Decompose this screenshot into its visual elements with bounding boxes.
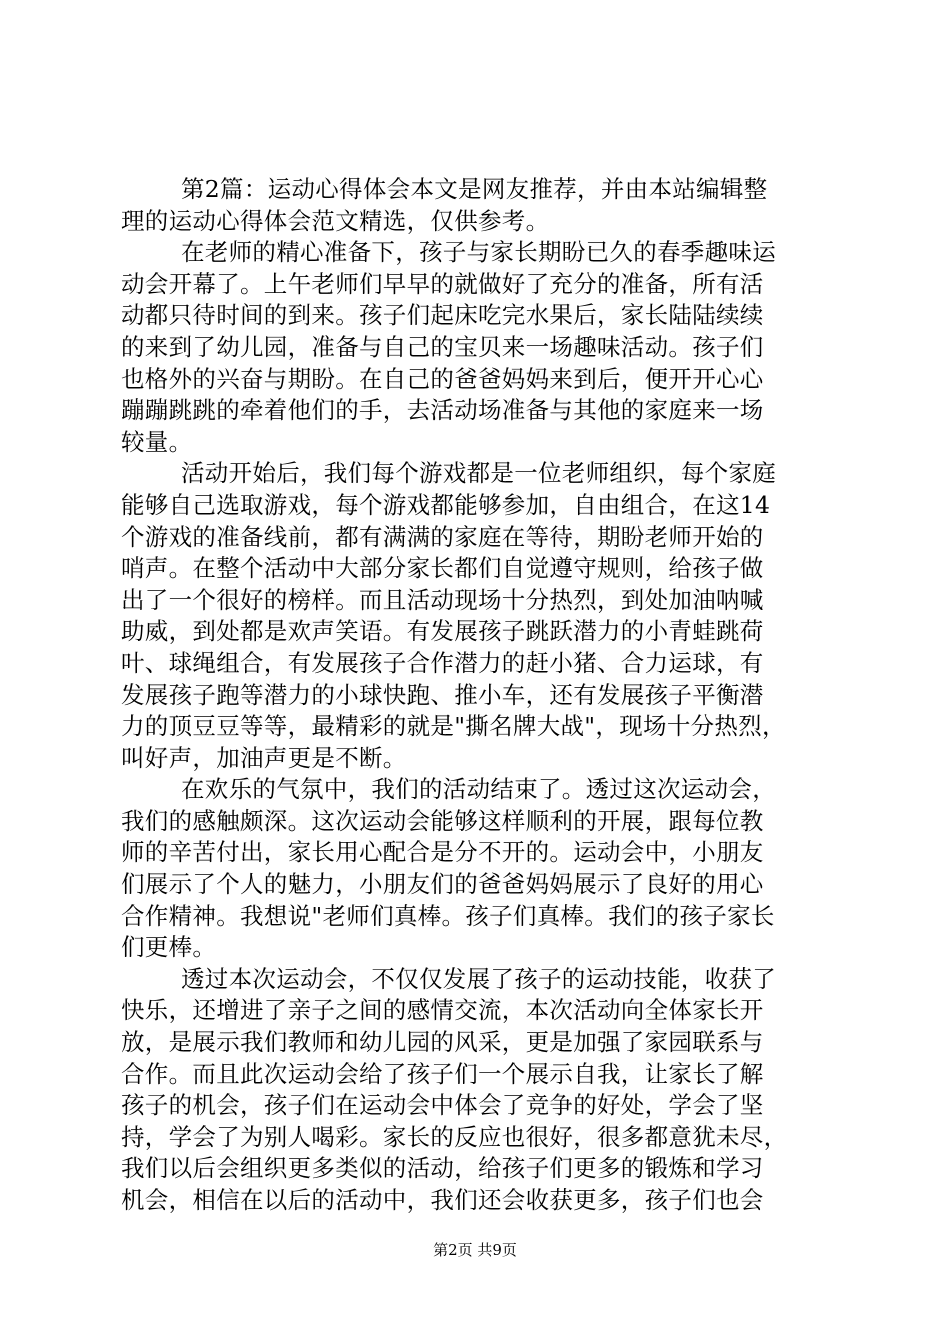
document-body bbox=[121, 174, 839, 1217]
text-line: 较量。 bbox=[121, 427, 193, 456]
text-line: 持，学会了为别人喝彩。家长的反应也很好，很多都意犹未尽， bbox=[121, 1122, 788, 1151]
text-line: 师的辛苦付出，家长用心配合是分不开的。运动会中，小朋友 bbox=[121, 838, 764, 867]
text-line: 第2篇：运动心得体会本文是网友推荐，并由本站编辑整 bbox=[181, 175, 768, 203]
text-line: 动会开幕了。上午老师们早早的就做好了充分的准备，所有活 bbox=[121, 269, 764, 298]
text-line: 在欢乐的气氛中，我们的活动结束了。透过这次运动会， bbox=[181, 775, 776, 804]
text-line: 我们的感触颇深。这次运动会能够这样顺利的开展，跟每位教 bbox=[121, 806, 764, 835]
text-line: 助威，到处都是欢声笑语。有发展孩子跳跃潜力的小青蛙跳荷 bbox=[121, 617, 764, 646]
text-line: 透过本次运动会，不仅仅发展了孩子的运动技能，收获了 bbox=[181, 964, 776, 993]
text-line: 放，是展示我们教师和幼儿园的风采，更是加强了家园联系与 bbox=[121, 1028, 764, 1057]
page-number-footer: 第2页 共9页 bbox=[433, 1241, 517, 1259]
text-line: 出了一个很好的榜样。而且活动现场十分热烈，到处加油呐喊 bbox=[121, 585, 764, 614]
text-line: 合作精神。我想说"老师们真棒。孩子们真棒。我们的孩子家长 bbox=[121, 901, 775, 930]
text-line: 也格外的兴奋与期盼。在自己的爸爸妈妈来到后，便开开心心 bbox=[121, 364, 764, 393]
text-line: 们更棒。 bbox=[121, 933, 217, 962]
text-line: 动都只待时间的到来。孩子们起床吃完水果后，家长陆陆续续 bbox=[121, 301, 764, 330]
text-line: 活动开始后，我们每个游戏都是一位老师组织，每个家庭 bbox=[181, 459, 776, 488]
text-line: 能够自己选取游戏，每个游戏都能够参加，自由组合，在这14 bbox=[121, 490, 771, 519]
text-line: 个游戏的准备线前，都有满满的家庭在等待，期盼老师开始的 bbox=[121, 522, 764, 551]
text-line: 哨声。在整个活动中大部分家长都们自觉遵守规则，给孩子做 bbox=[121, 554, 764, 583]
text-line: 力的顶豆豆等等，最精彩的就是"撕名牌大战"，现场十分热烈， bbox=[121, 712, 786, 741]
text-line: 在老师的精心准备下，孩子与家长期盼已久的春季趣味运 bbox=[181, 238, 776, 267]
text-line: 的来到了幼儿园，准备与自己的宝贝来一场趣味活动。孩子们 bbox=[121, 332, 764, 361]
text-line: 叫好声，加油声更是不断。 bbox=[121, 743, 407, 772]
text-line: 发展孩子跑等潜力的小球快跑、推小车，还有发展孩子平衡潜 bbox=[121, 680, 764, 709]
text-line: 们展示了个人的魅力，小朋友们的爸爸妈妈展示了良好的用心 bbox=[121, 870, 764, 899]
text-line: 机会，相信在以后的活动中，我们还会收获更多，孩子们也会 bbox=[121, 1186, 764, 1214]
text-line: 我们以后会组织更多类似的活动，给孩子们更多的锻炼和学习 bbox=[121, 1154, 764, 1183]
text-line: 蹦蹦跳跳的牵着他们的手，去活动场准备与其他的家庭来一场 bbox=[121, 396, 764, 425]
text-line: 叶、球绳组合，有发展孩子合作潜力的赶小猪、合力运球，有 bbox=[121, 648, 764, 677]
text-line: 合作。而且此次运动会给了孩子们一个展示自我，让家长了解 bbox=[121, 1059, 764, 1088]
text-line: 孩子的机会，孩子们在运动会中体会了竞争的好处，学会了坚 bbox=[121, 1091, 764, 1120]
text-line: 快乐，还增进了亲子之间的感情交流，本次活动向全体家长开 bbox=[121, 996, 764, 1025]
text-line: 理的运动心得体会范文精选，仅供参考。 bbox=[121, 206, 550, 235]
